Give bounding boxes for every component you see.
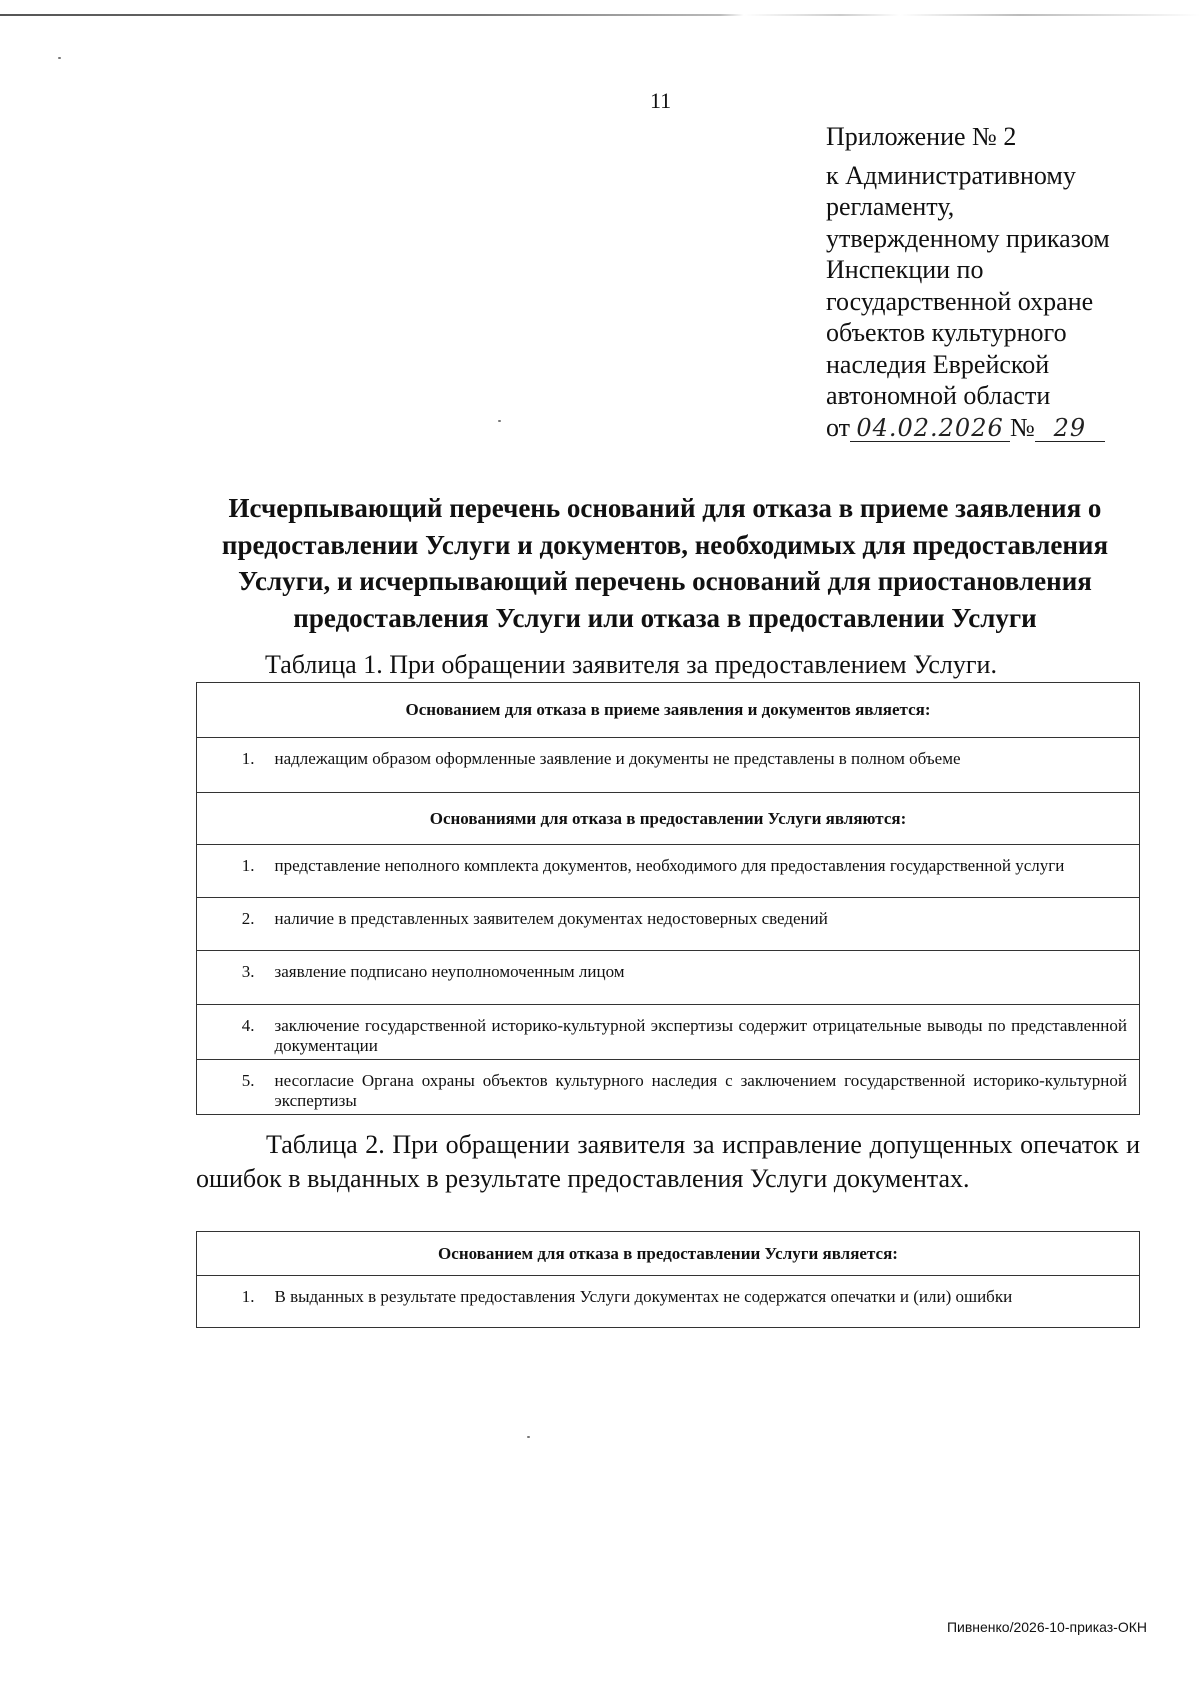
number-sign: № — [1010, 412, 1035, 442]
table-row — [197, 738, 1140, 793]
table2-header: Основанием для отказа в предоставлении Услуги является: — [197, 1232, 1140, 1276]
appendix-line: объектов культурного — [826, 318, 1067, 347]
appendix-line: автономной области — [826, 381, 1051, 410]
item-text: заключение государственной историко-культурной экспертизы содержит отрицательные выводы по представленной документации — [267, 1005, 1140, 1060]
item-text: представление неполного комплекта документов, необходимого для предоставления государственной услуги — [267, 845, 1140, 898]
section1-header: Основанием для отказа в приеме заявления и документов является: — [197, 683, 1140, 738]
table-header-row — [197, 683, 1140, 738]
table-row — [197, 951, 1140, 1005]
grounds-table-2 — [196, 1231, 1140, 1328]
item-number: 1. — [197, 845, 267, 898]
table-row — [197, 898, 1140, 951]
document-heading: Исчерпывающий перечень оснований для отказа в приеме заявления о предоставлении Услуги и документов, необходимых для предоставления Услуги, и исчерпывающий перечень оснований для приостановления предоставления Услуги или отказа в предоставлении Услуги — [221, 493, 1109, 633]
handwritten-number: 29 — [1035, 415, 1105, 442]
scan-speck — [58, 57, 61, 59]
scan-speck — [498, 420, 501, 422]
item-text: В выданных в результате предоставления Услуги документах не содержатся опечатки и (или) ошибки — [267, 1276, 1140, 1328]
grounds-table-1 — [196, 682, 1140, 1115]
appendix-date-line — [826, 412, 1186, 444]
handwritten-date: 04.02.2026 — [850, 415, 1010, 442]
appendix-block — [826, 121, 1186, 443]
section2-header: Основаниями для отказа в предоставлении Услуги являются: — [197, 793, 1140, 845]
appendix-line: наследия Еврейской — [826, 349, 1050, 379]
appendix-title: Приложение № 2 — [826, 122, 1017, 151]
item-text: несогласие Органа охраны объектов культурного наследия с заключением государственной историко-культурной экспертизы — [267, 1060, 1140, 1115]
appendix-line: Инспекции по — [826, 255, 984, 284]
item-number: 1. — [197, 1276, 267, 1328]
date-prefix: от — [826, 412, 851, 442]
appendix-line: утвержденному приказом — [826, 223, 1110, 253]
table1-title: Таблица 1. При обращении заявителя за предоставлением Услуги. — [265, 650, 997, 679]
item-text: надлежащим образом оформленные заявление и документы не представлены в полном объеме — [267, 738, 1140, 793]
appendix-line: государственной охране — [826, 286, 1094, 316]
page-number: 11 — [650, 88, 672, 113]
footer-document-code: Пивненко/2026-10-приказ-ОКН — [946, 1619, 1147, 1635]
item-text: заявление подписано неуполномоченным лицом — [267, 951, 1140, 1005]
item-text: наличие в представленных заявителем документах недостоверных сведений — [267, 898, 1140, 951]
item-number: 1. — [197, 738, 267, 793]
table-row — [197, 1060, 1140, 1115]
table-row — [197, 1276, 1140, 1328]
item-number: 4. — [197, 1005, 267, 1060]
table-header-row — [197, 793, 1140, 845]
item-number: 2. — [197, 898, 267, 951]
table2-title: Таблица 2. При обращении заявителя за исправление допущенных опечаток и ошибок в выданных в результате предоставления Услуги документах. — [196, 1130, 1140, 1193]
appendix-line: регламенту, — [826, 192, 955, 221]
scan-speck — [527, 1436, 530, 1438]
item-number: 3. — [197, 951, 267, 1005]
table-row — [197, 845, 1140, 898]
table-header-row — [197, 1232, 1140, 1276]
scan-edge-artifact — [0, 14, 1200, 16]
item-number: 5. — [197, 1060, 267, 1115]
table-row — [197, 1005, 1140, 1060]
appendix-line: к Административному — [826, 160, 1076, 190]
